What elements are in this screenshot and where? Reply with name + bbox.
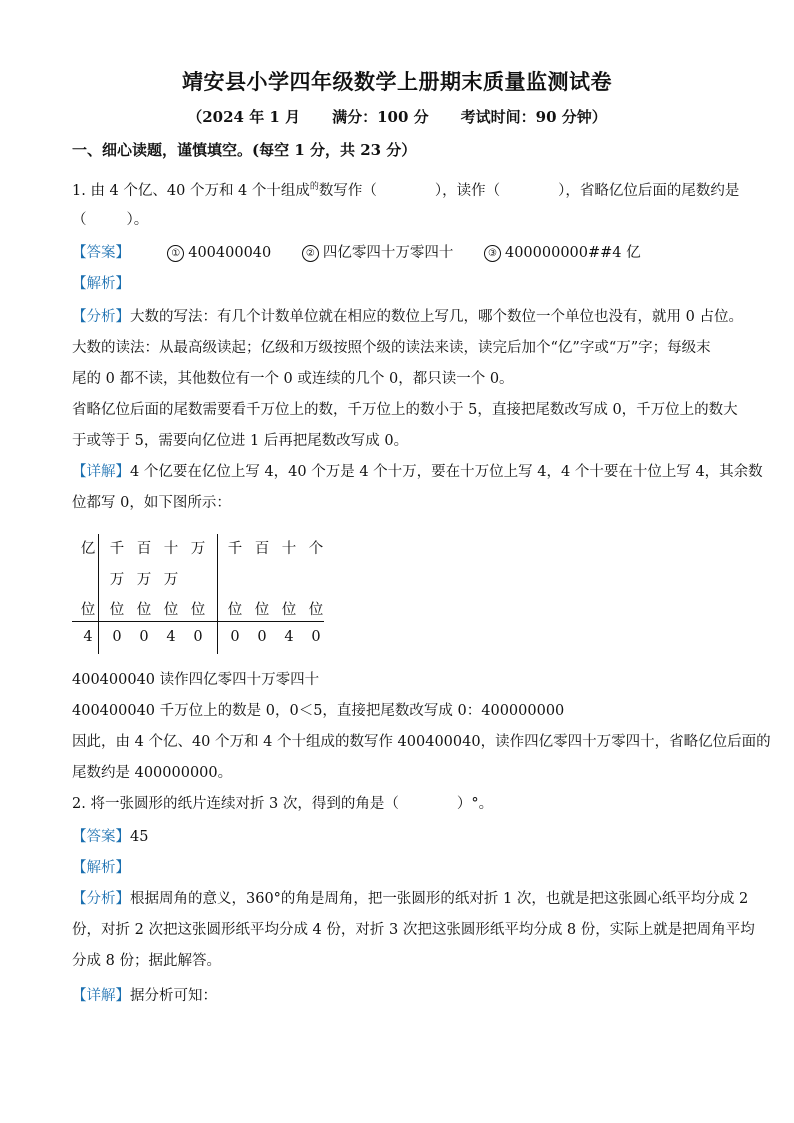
q2-answer-value: 45	[130, 829, 149, 845]
xiangjie-tag: 【详解】	[72, 988, 130, 1004]
q2-fenxi-1	[72, 888, 749, 910]
section-heading: 一、细心读题，谨慎填空。(每空 1 分，共 23 分）	[72, 141, 417, 159]
q1-answer-2-text: 四亿零四十万零四十	[322, 245, 454, 261]
table-rule	[72, 621, 324, 622]
q1-text-a: 1. 由 4 个亿、40 个万和 4 个十组成	[72, 182, 310, 199]
table-cell: 0	[139, 629, 149, 645]
exam-score: 满分：100 分	[332, 108, 429, 126]
q2-text-a: 2. 将一张圆形的纸片连续对折 3 次，得到的角是（	[72, 796, 399, 812]
q2-stem	[72, 793, 732, 815]
exam-date: （2024 年 1 月	[187, 108, 301, 126]
q1-stem-line2	[72, 209, 732, 231]
q2-answer	[72, 826, 732, 848]
table-cell: 位	[308, 602, 324, 618]
xiangjie-text: 4 个亿要在亿位上写 4，40 个万是 4 个十万，要在十万位上写 4，4 个十要在十位上写 4，其余数	[130, 464, 763, 480]
q1-text-c: ），读作（	[434, 182, 501, 199]
table-cell: 位	[254, 602, 270, 618]
table-cell: 位	[227, 602, 243, 618]
table-cell: 万	[190, 541, 206, 557]
table-cell: 万	[163, 572, 179, 588]
table-cell: 十	[163, 541, 179, 557]
xiangjie-tag: 【详解】	[72, 464, 130, 480]
table-cell: 0	[230, 629, 240, 645]
table-cell: 4	[83, 629, 93, 645]
table-cell: 千	[109, 541, 125, 557]
exam-time: 考试时间：90 分钟）	[460, 108, 607, 126]
place-value-table	[72, 532, 332, 662]
q1-answer-1-text: 400400040	[188, 245, 272, 261]
q1-answer-3-text: 400000000##4 亿	[504, 245, 641, 261]
table-divider-middle	[217, 534, 218, 654]
q1-answer	[72, 242, 732, 264]
table-cell: 位	[190, 602, 206, 618]
exam-info	[0, 106, 794, 127]
q2-xiangjie	[72, 985, 732, 1007]
circle-number-3: ③	[484, 245, 501, 262]
table-cell: 位	[163, 602, 179, 618]
q1-xiangjie-2: 位都写 0，如下图所示：	[72, 495, 231, 511]
table-cell: 亿	[80, 541, 96, 557]
fenxi-text: 大数的写法：有几个计数单位就在相应的数位上写几，哪个数位一个单位也没有，就用 0 占位。	[130, 309, 743, 325]
table-cell: 个	[308, 541, 324, 557]
table-cell: 百	[136, 541, 152, 557]
q1-fenxi-1	[72, 306, 743, 328]
q1-after-4: 尾数约是 400000000。	[72, 765, 233, 781]
q1-stem-line1	[72, 176, 740, 202]
q1-fenxi-5: 于或等于 5，需要向亿位进 1 后再把尾数改写成 0。	[72, 433, 409, 449]
q1-answer-2	[302, 245, 454, 261]
table-cell: 千	[227, 541, 243, 557]
q1-text-f: ）。	[126, 212, 149, 228]
table-cell: 万	[136, 572, 152, 588]
q2-analysis-tag: 【解析】	[72, 860, 130, 876]
fenxi-text: 根据周角的意义，360°的角是周角，把一张圆形的纸对折 1 次，也就是把这张圆心纸平均分成 2	[130, 891, 749, 907]
answer-tag: 【答案】	[72, 829, 130, 845]
q1-fenxi-3: 尾的 0 都不读，其他数位有一个 0 或连续的几个 0，都只读一个 0。	[72, 371, 514, 387]
q1-fenxi-4: 省略亿位后面的尾数需要看千万位上的数，千万位上的数小于 5，直接把尾数改写成 0，千万位上的数大	[72, 402, 738, 418]
q1-analysis-tag: 【解析】	[72, 276, 130, 292]
table-cell: 位	[109, 602, 125, 618]
circle-number-1: ①	[167, 245, 184, 262]
q1-text-e: （	[72, 212, 87, 228]
table-cell: 万	[109, 572, 125, 588]
table-cell: 0	[257, 629, 267, 645]
table-cell: 4	[166, 629, 176, 645]
q1-fenxi-2: 大数的读法：从最高级读起；亿级和万级按照个级的读法来读，读完后加个“亿”字或“万”字；每级末	[72, 340, 711, 356]
q1-text-b: 数写作（	[318, 182, 377, 199]
table-cell: 十	[281, 541, 297, 557]
q1-sup: 的	[309, 182, 319, 192]
q2-fenxi-3: 分成 8 份；据此解答。	[72, 953, 221, 969]
q1-after-3: 因此，由 4 个亿、40 个万和 4 个十组成的数写作 400400040，读作四亿零四十万零四十，省略亿位后面的	[72, 734, 771, 750]
q1-answer-1	[167, 245, 271, 261]
table-cell: 百	[254, 541, 270, 557]
table-cell: 4	[284, 629, 294, 645]
table-cell: 0	[112, 629, 122, 645]
page-title: 靖安县小学四年级数学上册期末质量监测试卷	[182, 69, 612, 94]
q1-after-1: 400400040 读作四亿零四十万零四十	[72, 672, 320, 688]
xiangjie-text: 据分析可知：	[130, 988, 217, 1004]
table-cell: 位	[80, 602, 96, 618]
fenxi-tag: 【分析】	[72, 891, 130, 907]
q2-text-b: ）°。	[456, 796, 494, 812]
circle-number-2: ②	[302, 245, 319, 262]
q2-fenxi-2: 份，对折 2 次把这张圆形纸平均分成 4 份，对折 3 次把这张圆形纸平均分成 8 份，实际上就是把周角平均	[72, 922, 755, 938]
q1-after-2: 400400040 千万位上的数是 0，0＜5，直接把尾数改写成 0：400000000	[72, 703, 565, 719]
table-cell: 0	[193, 629, 203, 645]
q1-answer-3	[484, 245, 641, 261]
answer-tag: 【答案】	[72, 245, 130, 261]
table-cell: 位	[281, 602, 297, 618]
q1-xiangjie-1	[72, 461, 763, 483]
fenxi-tag: 【分析】	[72, 309, 130, 325]
q1-text-d: ），省略亿位后面的尾数约是	[558, 182, 740, 199]
table-cell: 位	[136, 602, 152, 618]
table-cell: 0	[311, 629, 321, 645]
